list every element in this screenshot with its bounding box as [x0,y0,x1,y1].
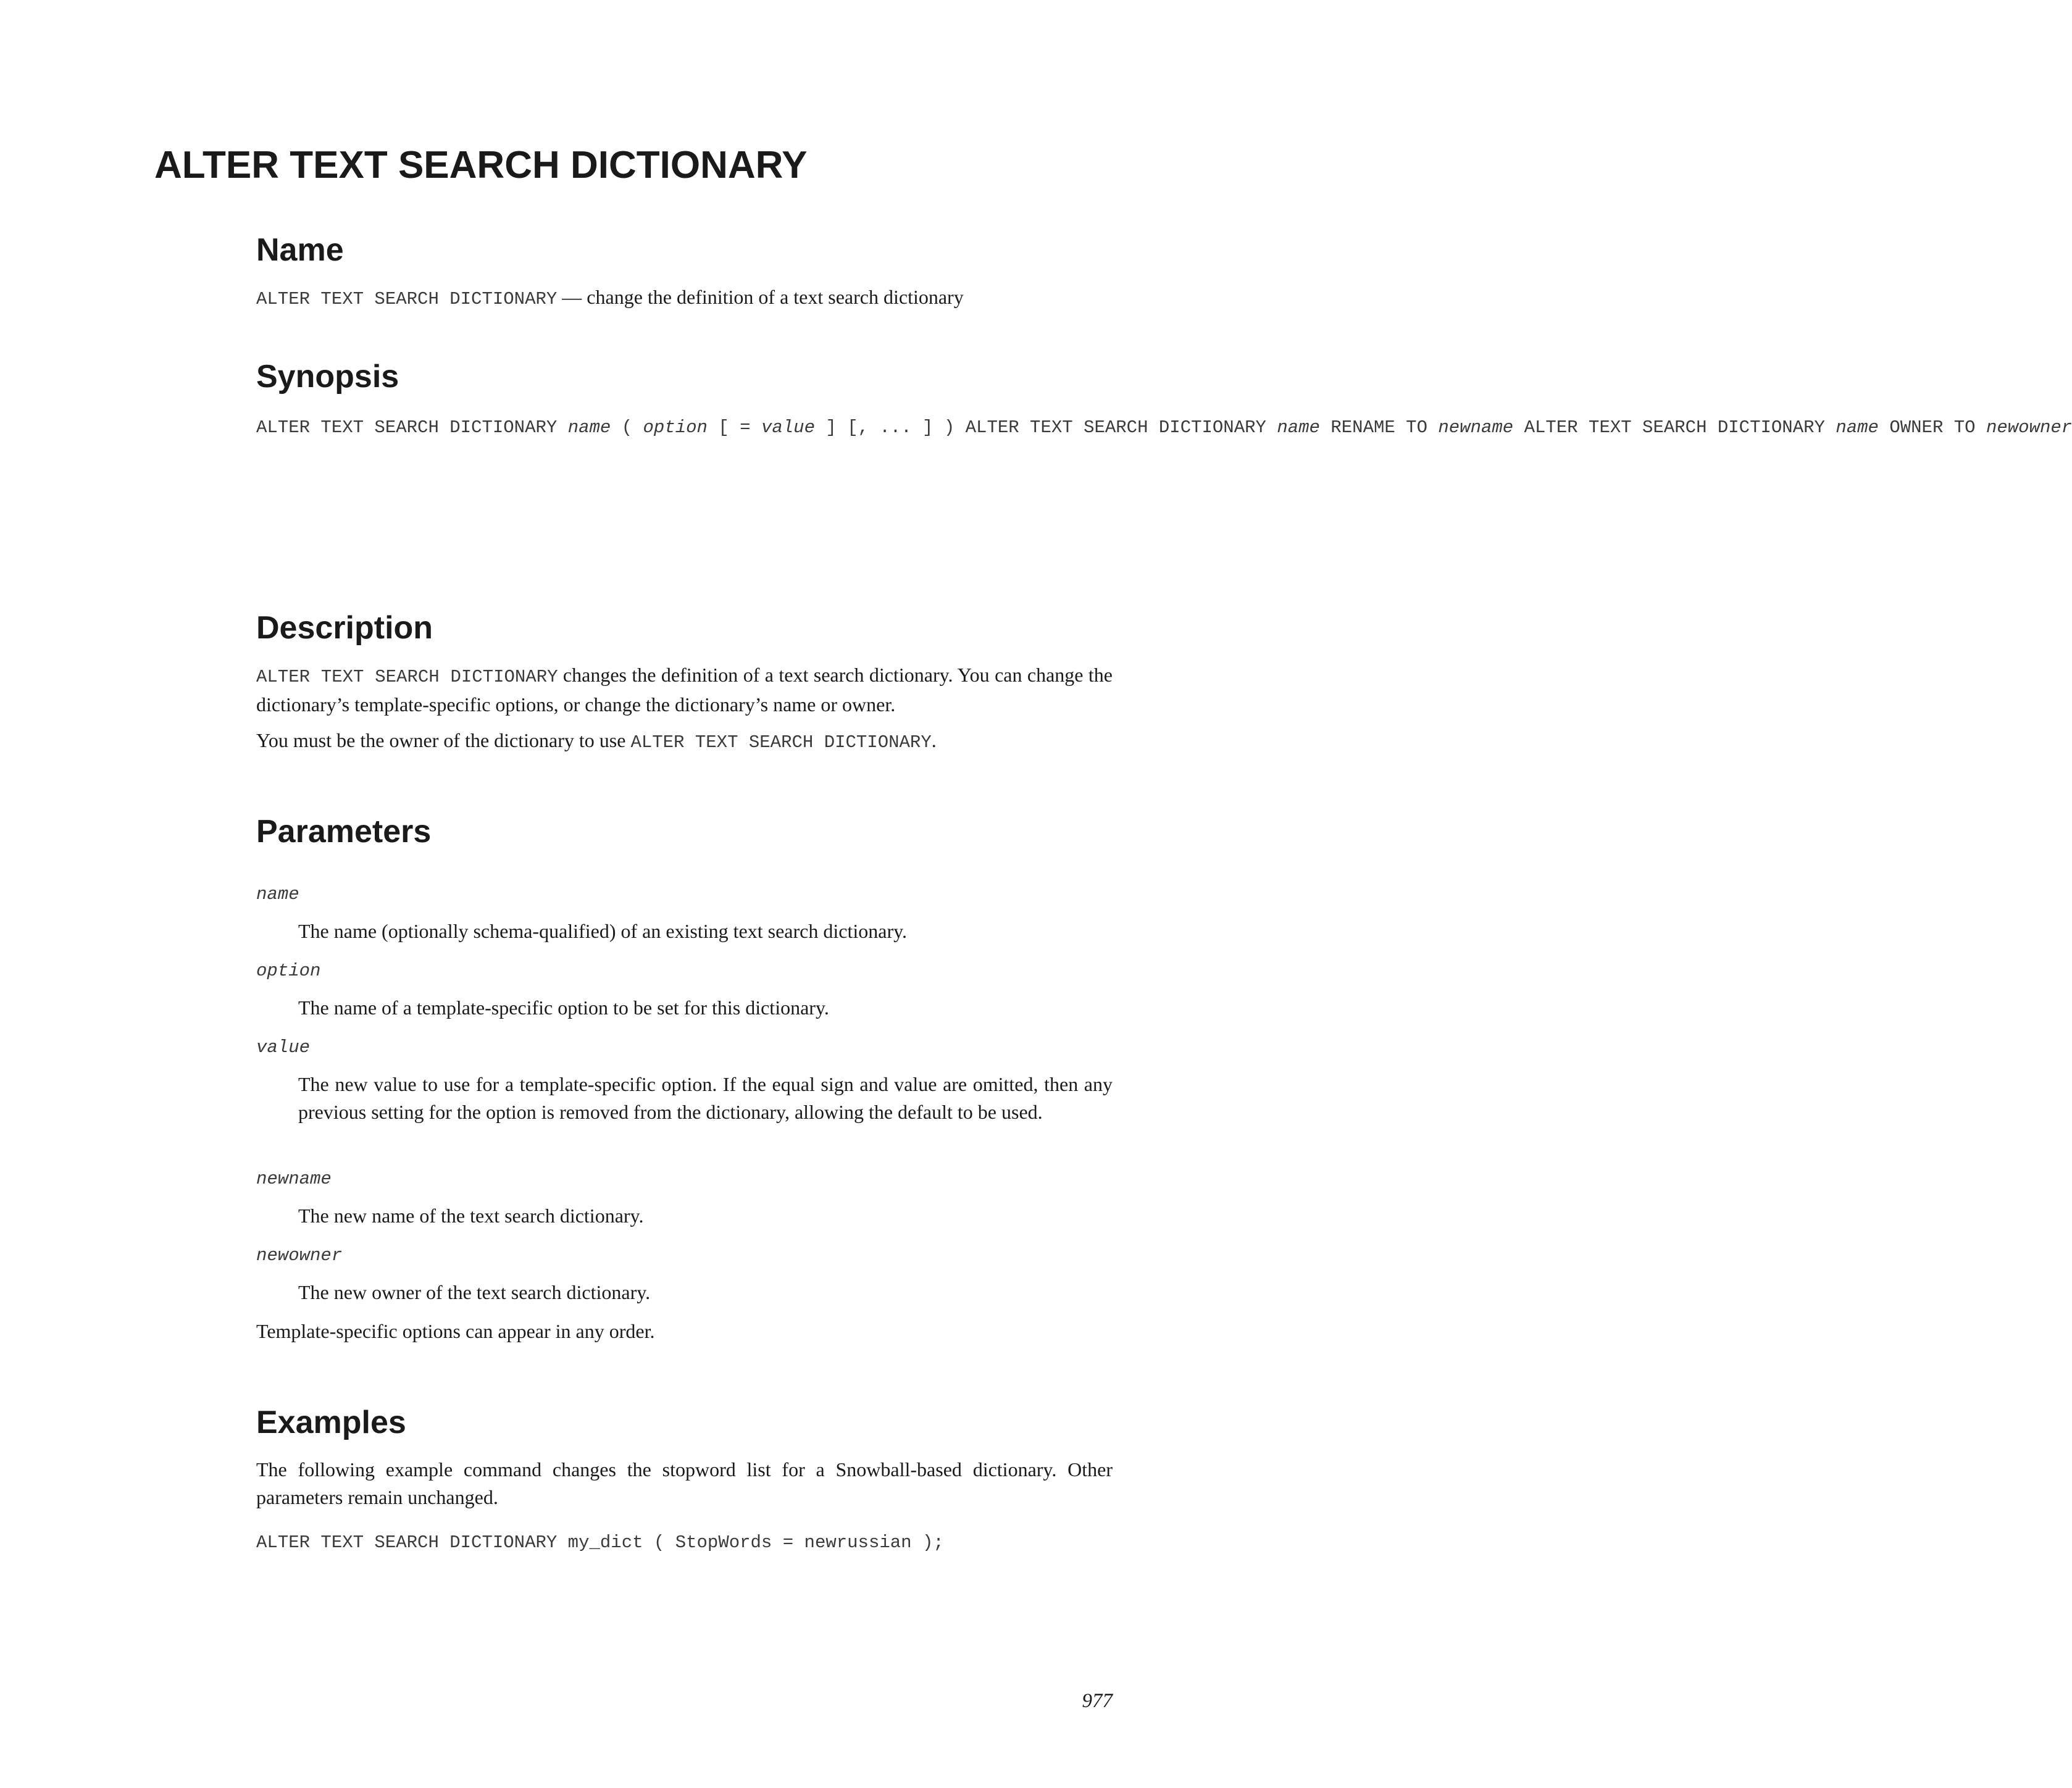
synopsis-punct: ] [, ... ] [814,417,934,438]
page-number: 977 [1082,1690,1113,1712]
param-definition-newowner: The new owner of the text search dictionary. [298,1281,651,1303]
synopsis-code [256,416,2072,440]
parameters-heading: Parameters [256,814,432,850]
inline-command: ALTER TEXT SEARCH DICTIONARY [256,667,558,687]
examples-heading: Examples [256,1405,406,1440]
param-definition-option: The name of a template-specific option to be set for this dictionary. [298,996,829,1019]
synopsis-line-2 [643,417,934,438]
synopsis-param: newname [1438,417,1514,438]
synopsis-param: name [567,417,611,438]
synopsis-param: name [1277,417,1320,438]
synopsis-line-1 [256,417,632,438]
description-text: You must be the owner of the dictionary to use [256,729,631,751]
name-line [256,283,964,313]
example-code: ALTER TEXT SEARCH DICTIONARY my_dict ( StopWords = newrussian ); [256,1532,944,1553]
synopsis-param: value [761,417,815,438]
synopsis-line-5 [1524,417,2072,438]
synopsis-heading: Synopsis [256,359,399,395]
synopsis-line-3: ) [943,417,955,438]
param-definition-newname: The new name of the text search dictionary. [298,1205,644,1227]
synopsis-punct: [ = [707,417,761,438]
description-heading: Description [256,610,433,646]
synopsis-keyword: ALTER TEXT SEARCH DICTIONARY [256,417,568,438]
param-definition-name: The name (optionally schema-qualified) of an existing text search dictionary. [298,920,908,942]
description-paragraph-1 [256,661,1113,719]
description-text: changes the definition of a text search dictionary. You can change the dictionary’s template-specific options, or change the dictionary’s name or owner. [256,664,1113,716]
synopsis-keyword: ALTER TEXT SEARCH DICTIONARY [1524,417,1836,438]
synopsis-keyword: OWNER TO [1878,417,1986,438]
synopsis-punct: ( [611,417,633,438]
param-term-name: name [256,884,299,904]
synopsis-param: name [1836,417,1879,438]
description-text: . [931,729,937,751]
param-definition-value: The new value to use for a template-specific option. If the equal sign and value are omitted, then any previous setting for the option is removed from the dictionary, allowing the default to be used. [298,1073,1113,1123]
synopsis-keyword: RENAME TO [1319,417,1439,438]
examples-intro: The following example command changes the stopword list for a Snowball-based dictionary. Other parameters remain unchanged. [256,1458,1113,1508]
name-summary: — change the definition of a text search dictionary [557,286,964,308]
inline-command: ALTER TEXT SEARCH DICTIONARY [630,732,932,753]
synopsis-param: newowner [1986,417,2072,438]
name-command: ALTER TEXT SEARCH DICTIONARY [256,289,558,309]
param-term-newowner: newowner [256,1245,343,1266]
parameters-note: Template-specific options can appear in any order. [256,1320,655,1342]
param-term-newname: newname [256,1169,332,1189]
synopsis-param: option [643,417,708,438]
synopsis-line-4 [966,417,1514,438]
synopsis-keyword: ALTER TEXT SEARCH DICTIONARY [965,417,1277,438]
param-term-value: value [256,1037,311,1058]
page-title: ALTER TEXT SEARCH DICTIONARY [154,144,808,186]
param-term-option: option [256,961,321,981]
name-heading: Name [256,232,344,268]
description-paragraph-2 [256,727,1113,756]
